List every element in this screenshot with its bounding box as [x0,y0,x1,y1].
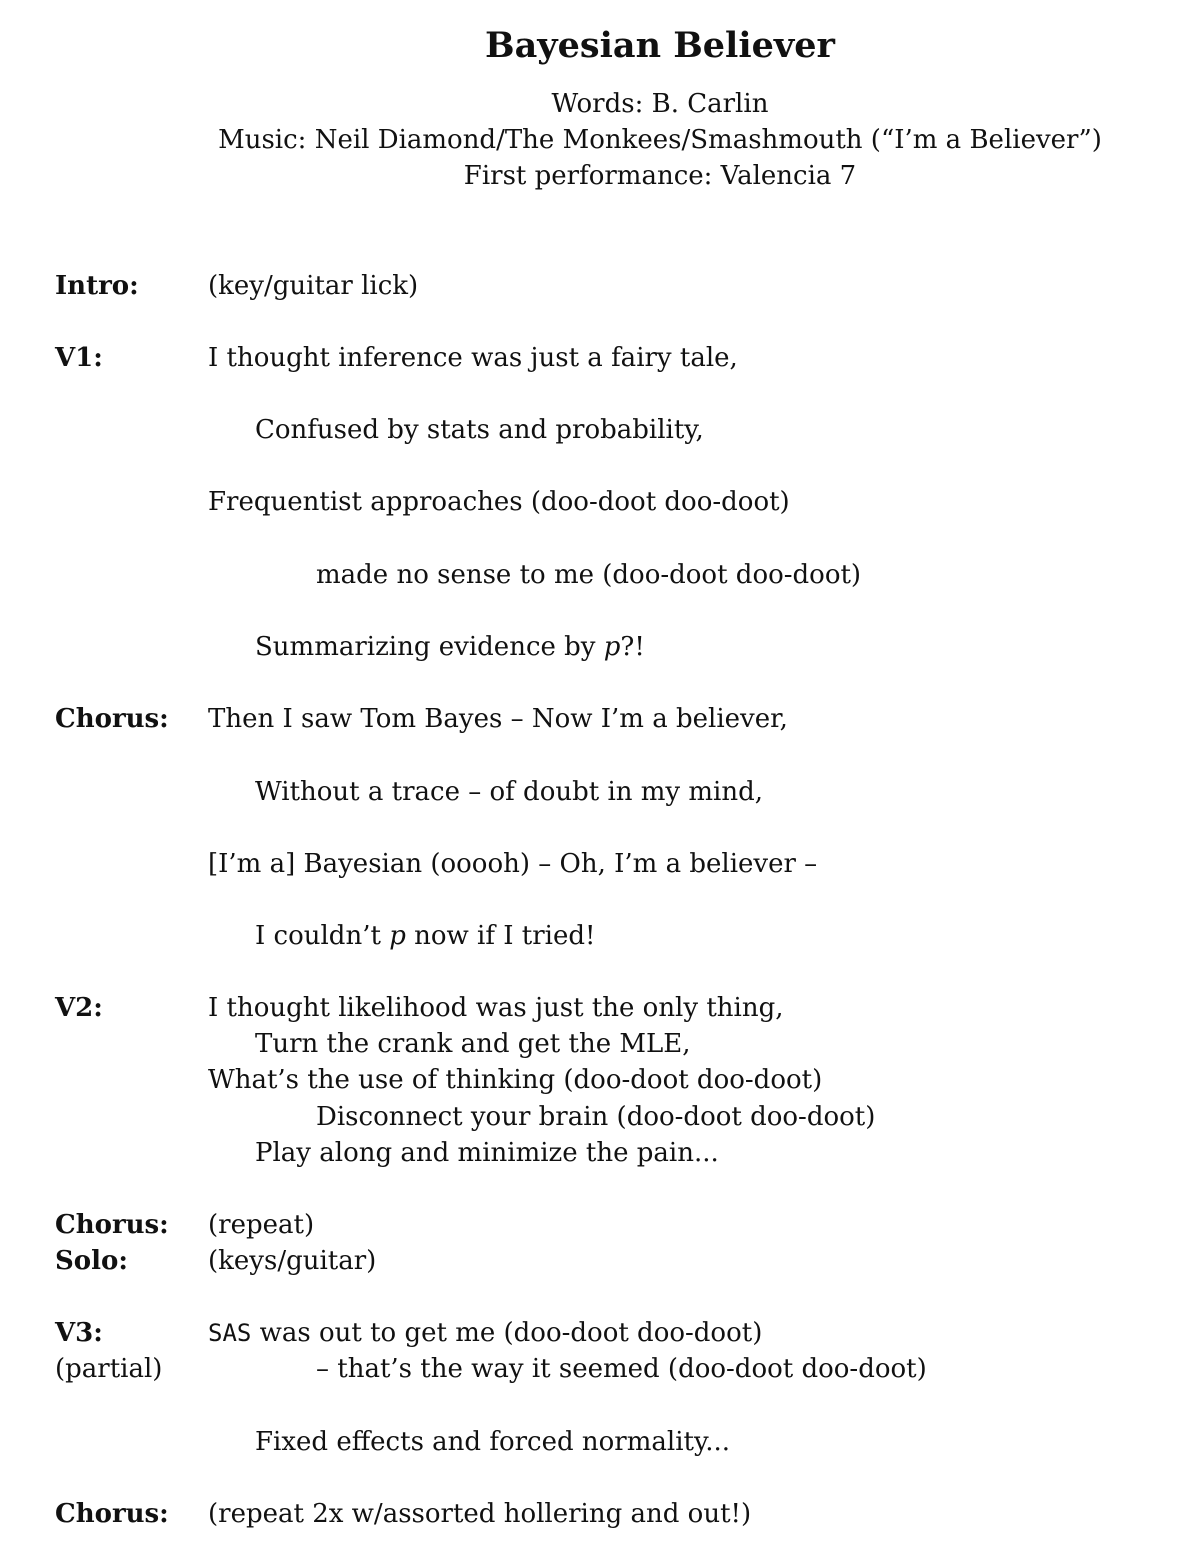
chorus-final-text: (repeat 2x w/assorted hollering and out!) [208,1499,752,1529]
v1-line-4: made no sense to me (doo-doot doo-doot) [316,560,862,590]
solo-text: (keys/guitar) [208,1246,377,1276]
chorus-line-4 [255,918,595,954]
v2-label: V2: [55,993,103,1023]
v1-line-5-text: Summarizing evidence by [255,632,604,662]
v1-line-1: I thought inference was just a fairy tale, [208,343,738,373]
chorus-line-2: Without a trace – of doubt in my mind, [255,777,764,807]
chorus-line-4-end: now if I tried! [405,921,596,951]
intro-text: (key/guitar lick) [208,271,419,301]
sas-keyword: SAS [208,1319,252,1347]
v3-line-1 [208,1315,762,1351]
words-credit: Words: B. Carlin [551,89,769,119]
v2-line-1: I thought likelihood was just the only thing, [208,993,784,1023]
v2-line-3: What’s the use of thinking (doo-doot doo-doot) [208,1065,823,1095]
chorus-repeat-label: Chorus: [55,1210,169,1240]
intro-label: Intro: [55,271,139,301]
v3-line-1-text: was out to get me (doo-doot doo-doot) [251,1318,763,1348]
v1-line-2: Confused by stats and probability, [255,415,704,445]
solo-label: Solo: [55,1246,128,1276]
chorus-label: Chorus: [55,704,169,734]
first-performance: First performance: Valencia 7 [463,161,857,191]
v3-label: V3: [55,1318,103,1348]
chorus-repeat-text: (repeat) [208,1210,315,1240]
v3-line-2: – that’s the way it seemed (doo-doot doo-doot) [316,1354,927,1384]
music-credit: Music: Neil Diamond/The Monkees/Smashmouth (“I’m a Believer”) [218,125,1102,155]
v2-line-5: Play along and minimize the pain... [255,1138,719,1168]
song-title: Bayesian Believer [485,25,835,66]
chorus-line-3: [I’m a] Bayesian (ooooh) – Oh, I’m a believer – [208,849,818,879]
v1-label: V1: [55,343,103,373]
v2-line-4: Disconnect your brain (doo-doot doo-doot) [316,1102,876,1132]
v3-line-3: Fixed effects and forced normality... [255,1427,730,1457]
p-symbol: p [389,921,406,951]
v1-line-5 [255,629,645,665]
chorus-final-label: Chorus: [55,1499,169,1529]
chorus-line-1: Then I saw Tom Bayes – Now I’m a believer, [208,704,788,734]
v3-sublabel: (partial) [55,1354,163,1384]
v1-line-3: Frequentist approaches (doo-doot doo-doot) [208,487,790,517]
v2-line-2: Turn the crank and get the MLE, [255,1029,691,1059]
v1-line-5-end: ?! [620,632,645,662]
p-symbol: p [603,632,621,662]
chorus-line-4-start: I couldn’t [255,921,390,951]
